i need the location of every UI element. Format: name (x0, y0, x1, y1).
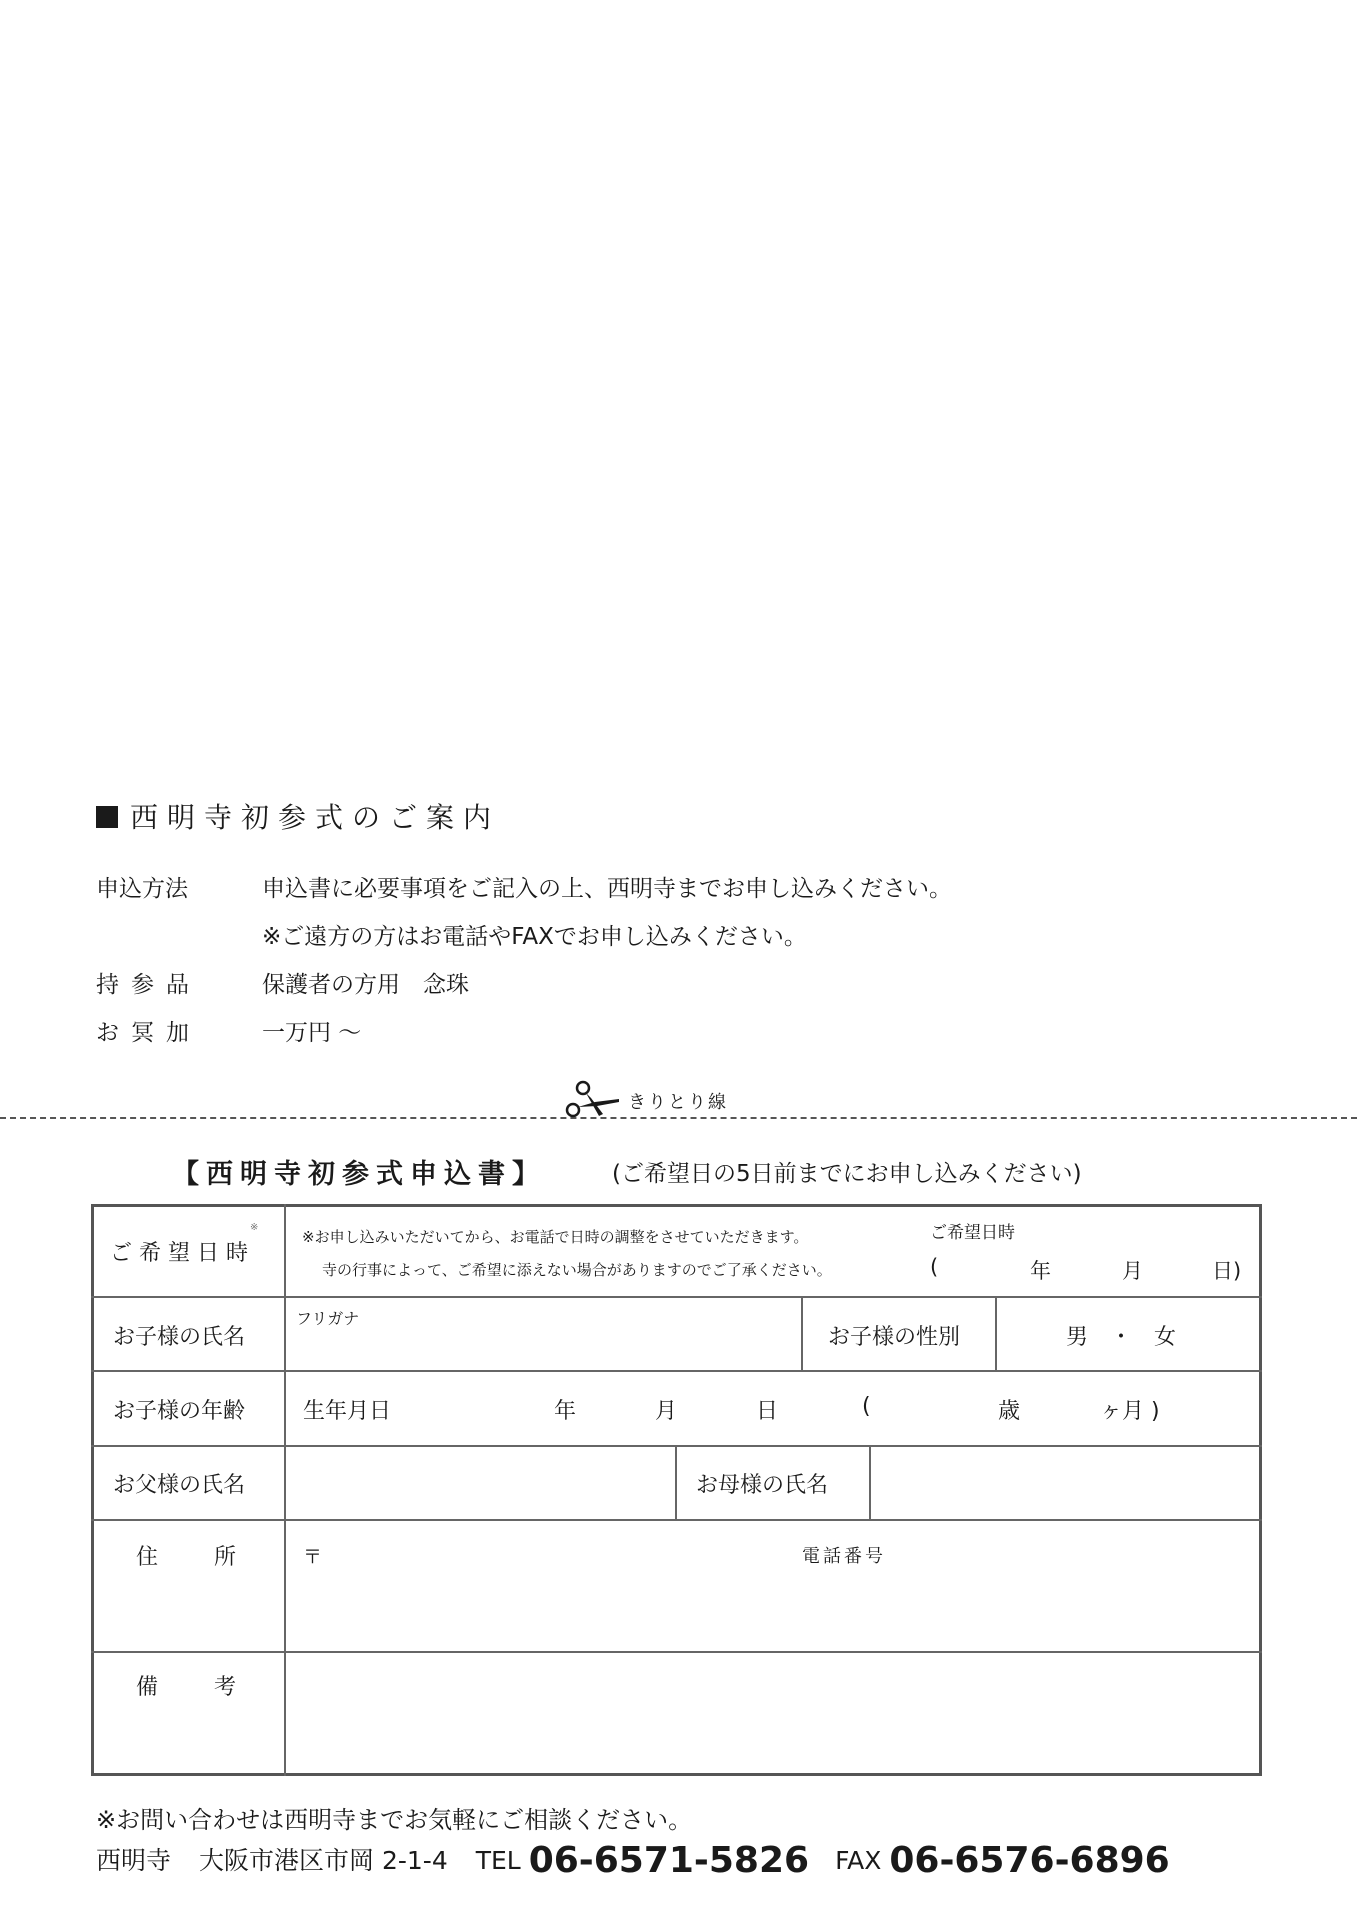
intro-text-items: 保護者の方用 念珠 (262, 972, 469, 998)
gender-label-divider-left (801, 1296, 803, 1371)
date-note-2: 寺の行事によって、ご希望に添えない場合がありますのでご了承ください。 (322, 1261, 832, 1279)
remarks-label: 備 考 (136, 1675, 241, 1700)
father-name-input[interactable] (290, 1450, 670, 1516)
intro-label-items: 持参品 (96, 972, 201, 998)
birth-day-label: 日 (756, 1399, 779, 1424)
age-open-paren: ( (862, 1394, 871, 1419)
tel-label: TEL (475, 1846, 521, 1875)
intro-label-offering: お冥加 (96, 1020, 201, 1046)
desired-date-label: ご希望日時 (930, 1223, 1015, 1243)
gender-options[interactable]: 男 ・ 女 (1066, 1325, 1177, 1350)
date-note-1: ※お申し込みいただいてから、お電話で日時の調整をさせていただきます。 (302, 1228, 809, 1246)
temple-address: 大阪市港区市岡 2-1-4 (199, 1846, 448, 1875)
square-bullet-icon (96, 806, 118, 828)
mother-name-input[interactable] (875, 1450, 1255, 1516)
desired-date-month: 月 (1122, 1259, 1143, 1283)
form-title: 【西明寺初参式申込書】 (172, 1159, 546, 1190)
date-label-note-mark: ※ (250, 1222, 259, 1233)
date-label: ご希望日時 (110, 1241, 256, 1266)
row-divider (91, 1651, 1262, 1653)
fax-number: 06-6576-6896 (889, 1840, 1170, 1881)
intro-text-method: 申込書に必要事項をご記入の上、西明寺までお申し込みください。 (262, 876, 952, 902)
cut-line (0, 1117, 1357, 1119)
tel-number: 06-6571-5826 (528, 1840, 810, 1881)
mother-label-divider-right (869, 1445, 871, 1520)
address-label: 住 所 (136, 1545, 241, 1570)
postal-mark: 〒 (303, 1546, 323, 1568)
row-divider (91, 1370, 1262, 1372)
desired-date-day: 日) (1212, 1259, 1242, 1283)
father-name-label: お父様の氏名 (113, 1473, 246, 1498)
child-name-input[interactable] (290, 1300, 798, 1368)
form-subtitle: (ご希望日の5日前までにお申し込みください) (612, 1161, 1082, 1187)
child-name-label: お子様の氏名 (113, 1325, 246, 1350)
furigana-label: フリガナ (296, 1309, 360, 1328)
child-age-label: お子様の年齢 (113, 1399, 246, 1424)
phone-number-label: 電話番号 (802, 1546, 886, 1567)
label-column-divider (284, 1204, 286, 1776)
remarks-input[interactable] (290, 1656, 1255, 1770)
cut-line-label: きりとり線 (628, 1092, 728, 1113)
fax-label: FAX (835, 1846, 882, 1875)
age-years-label: 歳 (998, 1399, 1021, 1424)
intro-title-text: 西明寺初参式のご案内 (130, 801, 501, 834)
address-input[interactable] (290, 1570, 1255, 1648)
scissors-icon (565, 1080, 621, 1120)
desired-date-year: 年 (1030, 1259, 1051, 1283)
row-divider (91, 1296, 1262, 1298)
intro-text-offering: 一万円 〜 (262, 1020, 362, 1046)
birth-year-label: 年 (554, 1399, 577, 1424)
child-gender-label: お子様の性別 (828, 1325, 961, 1350)
desired-date-open-paren: ( (930, 1255, 939, 1279)
desired-date-input[interactable] (295, 1275, 915, 1293)
gender-label-divider-right (995, 1296, 997, 1371)
birth-month-label: 月 (655, 1399, 678, 1424)
age-months-label: ヶ月 ) (1100, 1399, 1160, 1424)
intro-label-method: 申込方法 (96, 876, 188, 902)
intro-text-remote: ※ご遠方の方はお電話やFAXでお申し込みください。 (262, 924, 807, 950)
mother-name-label: お母様の氏名 (696, 1473, 829, 1498)
footer-contact (96, 1840, 1170, 1881)
footer-note: ※お問い合わせは西明寺までお気軽にご相談ください。 (96, 1806, 693, 1834)
temple-name: 西明寺 (96, 1846, 172, 1875)
intro-title (96, 796, 500, 836)
mother-label-divider-left (675, 1445, 677, 1520)
birthdate-label: 生年月日 (303, 1399, 392, 1424)
